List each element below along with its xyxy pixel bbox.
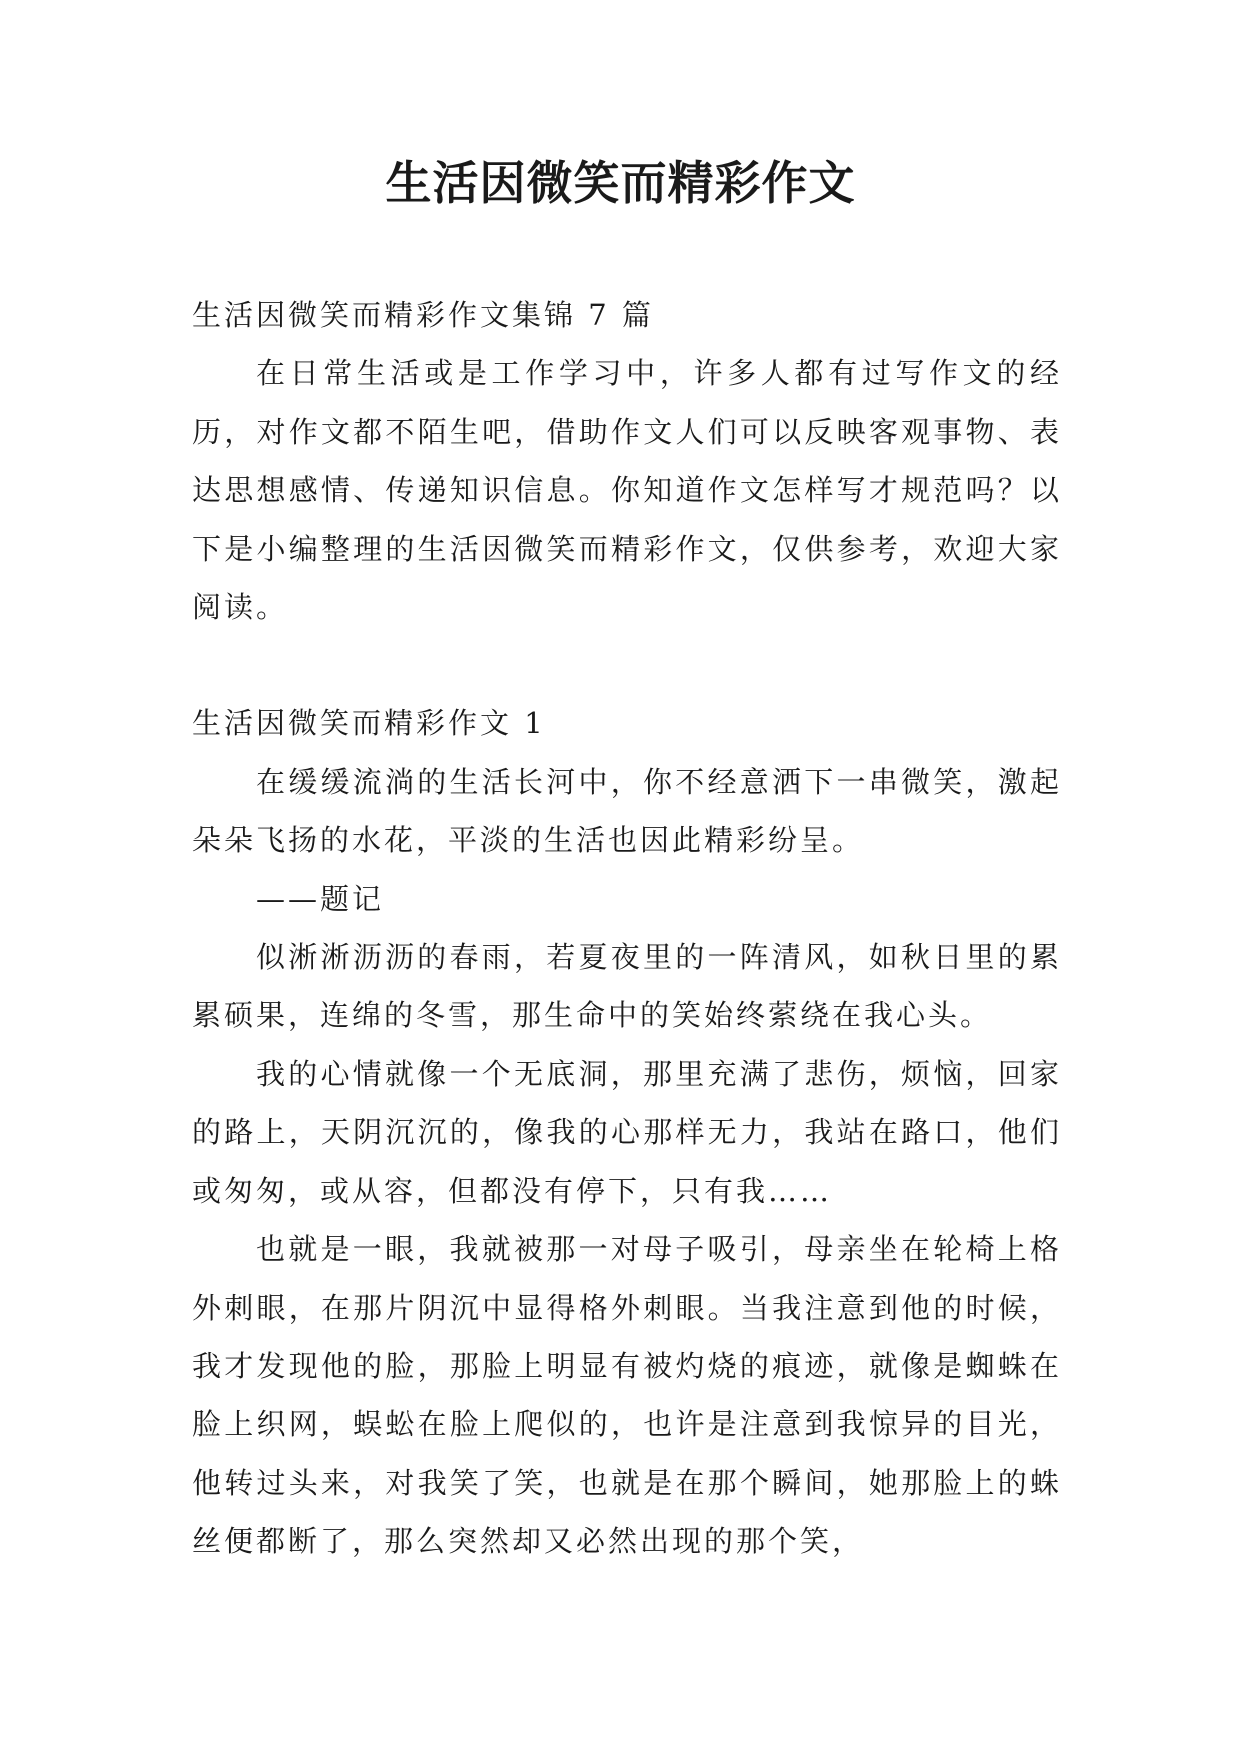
document-title: 生活因微笑而精彩作文	[385, 156, 856, 210]
body-paragraph: 也就是一眼，我就被那一对母子吸引，母亲坐在轮椅上格外刺眼，在那片阴沉中显得格外刺眼。当我注意到他的时候，我才发现他的脸，那脸上明显有被灼烧的痕迹，就像是蜘蛛在脸上织网，蜈蚣在脸上爬似的，也许是注意到我惊异的目光，他转过头来，对我笑了笑，也就是在那个瞬间，她那脸上的蛛丝便都断了，那么突然却又必然出现的那个笑，	[192, 1232, 1062, 1559]
body-paragraph: 我的心情就像一个无底洞，那里充满了悲伤，烦恼，回家的路上，天阴沉沉的，像我的心那样无力，我站在路口，他们或匆匆，或从容，但都没有停下，只有我……	[192, 1056, 1062, 1208]
section-heading: 生活因微笑而精彩作文 1	[192, 706, 546, 741]
collection-subtitle: 生活因微笑而精彩作文集锦 7 篇	[192, 298, 654, 332]
body-paragraph: 在缓缓流淌的生活长河中，你不经意洒下一串微笑，激起朵朵飞扬的水花，平淡的生活也因此精彩纷呈。	[192, 764, 1062, 858]
document-body	[192, 286, 1062, 1571]
epigraph-attribution: ——题记	[256, 881, 385, 916]
intro-paragraph: 在日常生活或是工作学习中，许多人都有过写作文的经历，对作文都不陌生吧，借助作文人们可以反映客观事物、表达思想感情、传递知识信息。你知道作文怎样写才规范吗？以下是小编整理的生活因微笑而精彩作文，仅供参考，欢迎大家阅读。	[192, 356, 1062, 625]
body-paragraph: 似淅淅沥沥的春雨，若夏夜里的一阵清风，如秋日里的累累硕果，连绵的冬雪，那生命中的笑始终萦绕在我心头。	[192, 940, 1062, 1033]
paragraph-spacer	[192, 636, 1062, 694]
